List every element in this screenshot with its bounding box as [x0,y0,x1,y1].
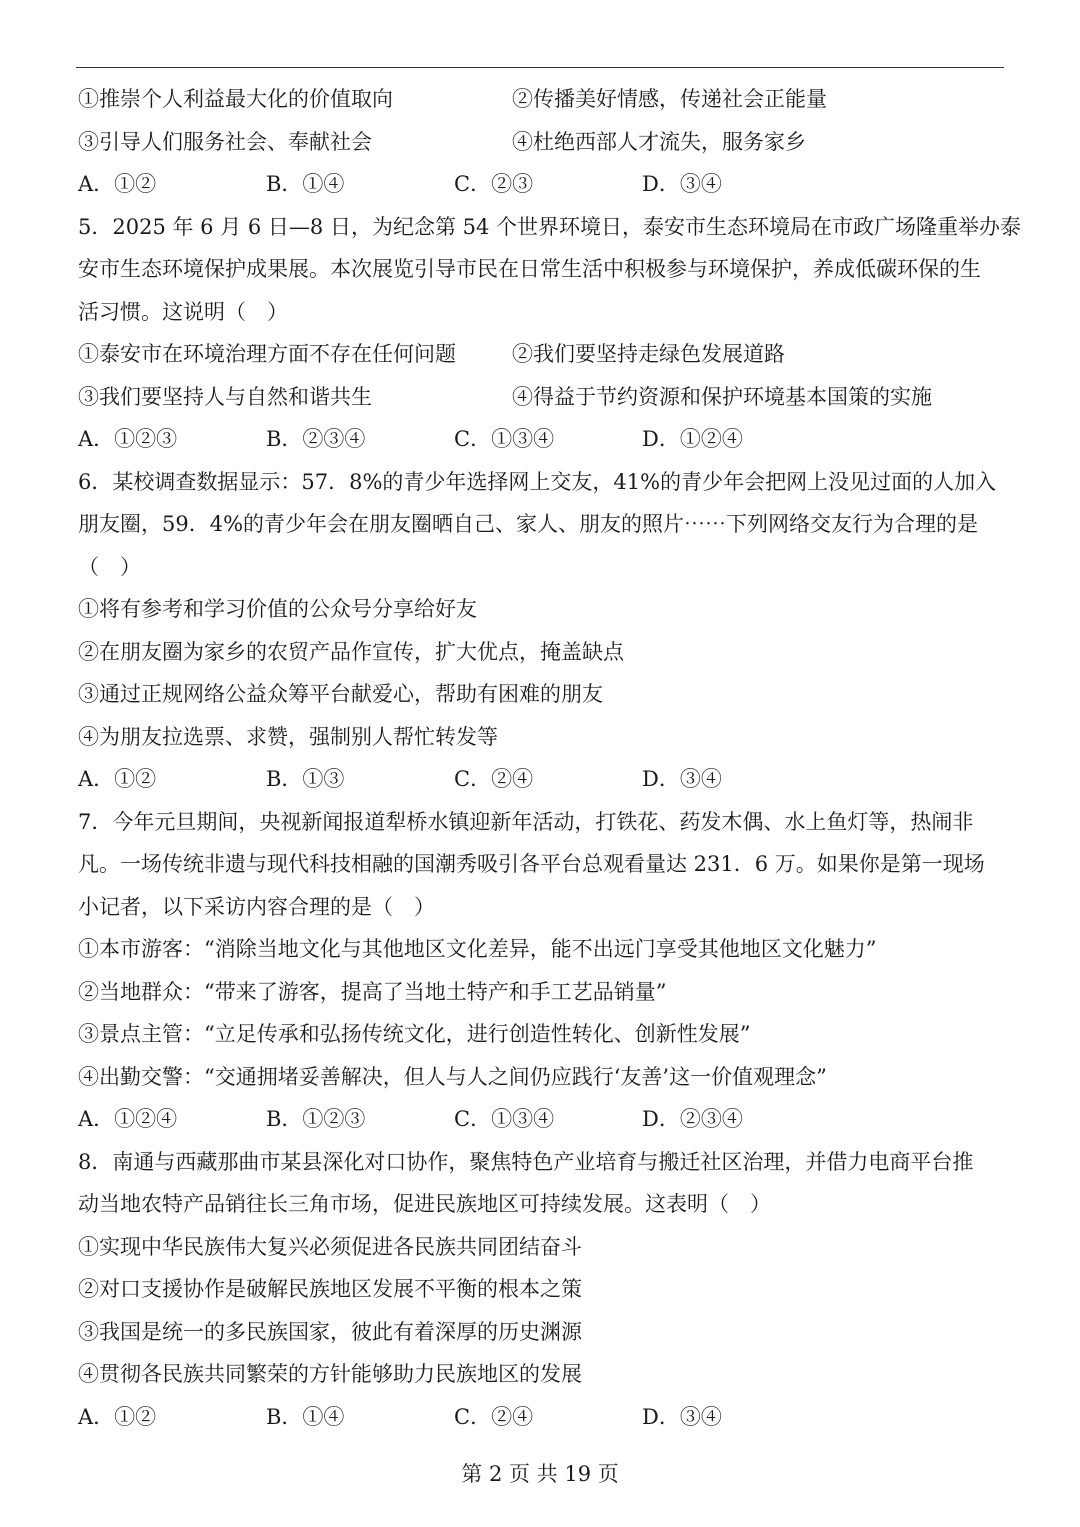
q6-statement-3: ③通过正规网络公益众筹平台献爱心，帮助有困难的朋友 [78,682,603,706]
q6-stem-line-1: 6．某校调查数据显示：57．8%的青少年选择网上交友，41%的青少年会把网上没见过面的人加入 [78,469,997,494]
q4-statement-1: ①推崇个人利益最大化的价值取向 [78,87,393,111]
q7-option-d: D．②③④ [642,1107,743,1131]
q5-statement-4: ④得益于节约资源和保护环境基本国策的实施 [512,384,932,409]
q4-statements-row-2 [78,121,1004,164]
q7-statement-2: ②当地群众：“带来了游客，提高了当地土特产和手工艺品销量” [78,979,667,1004]
q5-statements-row-2 [78,376,1004,419]
q8-statement-4: ④贯彻各民族共同繁荣的方针能够助力民族地区的发展 [78,1362,582,1386]
q8-option-b: B．①④ [266,1404,345,1429]
q6-option-d: D．③④ [642,767,722,791]
q6-statement-1: ①将有参考和学习价值的公众号分享给好友 [78,597,477,621]
q5-statements-row-1 [78,333,1004,376]
q4-option-d: D．③④ [642,172,722,196]
q5-option-b: B．②③④ [266,427,366,451]
q5-statement-1: ①泰安市在环境治理方面不存在任何问题 [78,342,456,366]
q8-stem-line-1: 8．南通与西藏那曲市某县深化对口协作，聚焦特色产业培育与搬迁社区治理，并借力电商平台推 [78,1149,974,1174]
q8-options [78,1396,1004,1439]
q6-stem-line-3: （ ） [78,554,141,579]
q7-statement-4: ④出勤交警：“交通拥堵妥善解决，但人与人之间仍应践行‘友善’这一价值观理念” [78,1064,827,1089]
q5-stem-line-3: 活习惯。这说明（ ） [78,299,288,324]
q5-statement-2: ②我们要坚持走绿色发展道路 [512,342,785,366]
q4-option-b: B．①④ [266,172,345,196]
q7-option-b: B．①②③ [266,1107,366,1131]
q4-option-c: C．②③ [454,172,534,196]
q8-option-c: C．②④ [454,1404,534,1429]
q8-statement-2: ②对口支援协作是破解民族地区发展不平衡的根本之策 [78,1277,582,1301]
q6-option-c: C．②④ [454,767,534,791]
q8-statement-3: ③我国是统一的多民族国家，彼此有着深厚的历史渊源 [78,1319,582,1344]
page-footer: 第 2 页 共 19 页 [461,1462,619,1486]
q8-option-a: A．①② [78,1404,157,1429]
q5-option-c: C．①③④ [454,427,555,451]
q7-option-a: A．①②④ [78,1107,178,1131]
q7-statement-3: ③景点主管：“立足传承和弘扬传统文化，进行创造性转化、创新性发展” [78,1022,751,1046]
q5-options [78,418,1004,461]
q6-statement-2: ②在朋友圈为家乡的农贸产品作宣传，扩大优点，掩盖缺点 [78,639,624,664]
q8-option-d: D．③④ [642,1404,722,1429]
q6-statement-4: ④为朋友拉选票、求赞，强制别人帮忙转发等 [78,724,498,749]
q4-option-a: A．①② [78,172,157,196]
q6-options [78,758,1004,801]
q8-stem-line-2: 动当地农特产品销往长三角市场，促进民族地区可持续发展。这表明（ ） [78,1192,771,1216]
q8-statement-1: ①实现中华民族伟大复兴必须促进各民族共同团结奋斗 [78,1234,582,1259]
q5-option-a: A．①②③ [78,427,178,451]
q5-statement-3: ③我们要坚持人与自然和谐共生 [78,384,372,409]
q7-stem-line-2: 凡。一场传统非遗与现代科技相融的国潮秀吸引各平台总观看量达 231．6 万。如果你是第一现场 [78,852,985,876]
page-content [78,78,1022,1438]
q5-stem-line-1: 5．2025 年 6 月 6 日—8 日，为纪念第 54 个世界环境日，泰安市生态环境局在市政广场隆重举办泰 [78,214,1022,239]
q7-stem-line-1: 7．今年元旦期间，央视新闻报道犁桥水镇迎新年活动，打铁花、药发木偶、水上鱼灯等，热闹非 [78,809,974,834]
q5-stem-line-2: 安市生态环境保护成果展。本次展览引导市民在日常生活中积极参与环境保护，养成低碳环保的生 [78,257,981,281]
q7-option-c: C．①③④ [454,1107,555,1131]
q6-stem-line-2: 朋友圈，59．4%的青少年会在朋友圈晒自己、家人、朋友的照片⋯⋯下列网络交友行为合理的是 [78,512,979,536]
q4-statement-4: ④杜绝西部人才流失，服务家乡 [512,129,806,154]
q5-option-d: D．①②④ [642,427,743,451]
q4-statements-row-1 [78,78,1004,121]
header-rule [76,67,1004,68]
q7-statement-1: ①本市游客：“消除当地文化与其他地区文化差异，能不出远门享受其他地区文化魅力” [78,937,877,961]
q6-option-a: A．①② [78,767,157,791]
q6-option-b: B．①③ [266,767,345,791]
q7-stem-line-3: 小记者，以下采访内容合理的是（ ） [78,894,435,919]
q4-options [78,163,1004,206]
q4-statement-2: ②传播美好情感，传递社会正能量 [512,87,827,111]
q4-statement-3: ③引导人们服务社会、奉献社会 [78,129,372,154]
q7-options [78,1098,1004,1141]
